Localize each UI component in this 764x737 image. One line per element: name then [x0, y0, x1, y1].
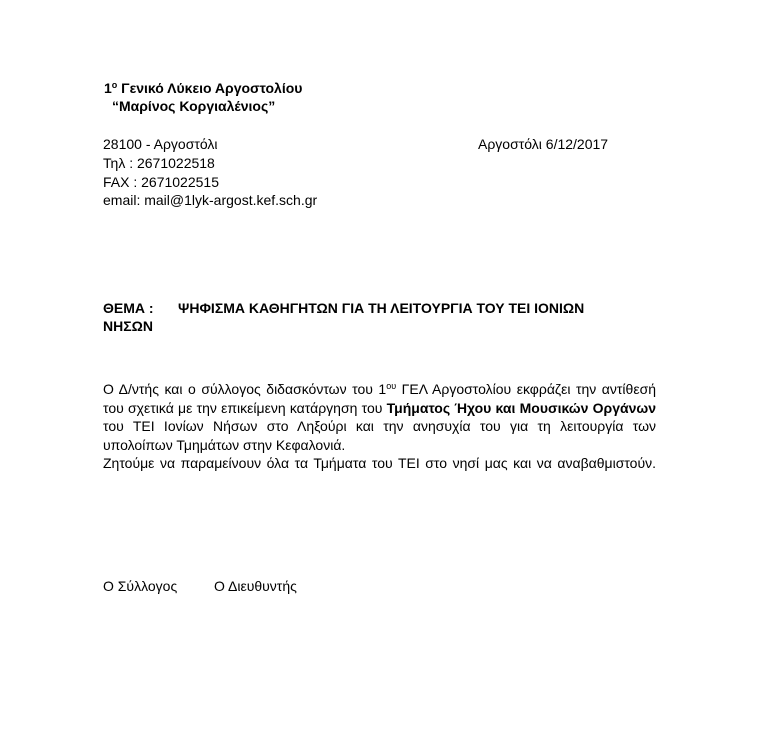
document-date: Αργοστόλι 6/12/2017 — [478, 136, 609, 152]
body-paragraph-1 — [103, 380, 656, 454]
body-paragraph-2: Ζητούμε να παραμείνουν όλα τα Τμήματα του ΤΕΙ στο νησί μας και να αναβαθμιστούν. — [103, 455, 656, 472]
school-subtitle: “Μαρίνος Κοργιαλένιος” — [112, 98, 276, 114]
school-name-text: Γενικό Λύκειο Αργοστολίου — [117, 80, 303, 96]
resolution-body — [103, 380, 656, 473]
body-text-part2: ΓΕΛ Αργοστολίου εκφράζει την αντίθεσή του σχετικά με την επικείμενη κατάργηση του — [103, 381, 656, 416]
subject-title-line2: ΝΗΣΩΝ — [103, 318, 153, 334]
school-name-superscript: ο — [111, 80, 118, 90]
subject-title-line1: ΨΗΦΙΣΜΑ ΚΑΘΗΓΗΤΩΝ ΓΙΑ ΤΗ ΛΕΙΤΟΥΡΓΙΑ ΤΟΥ ΤΕΙ ΙΟΝΙΩΝ — [178, 300, 585, 316]
signature-association: Ο Σύλλογος — [103, 578, 178, 594]
signature-director: Ο Διευθυντής — [214, 578, 297, 594]
phone-line: Τηλ : 2671022518 — [103, 155, 215, 171]
department-name: Τμήματος Ήχου και Μουσικών Οργάνων — [386, 399, 656, 416]
email-line: email: mail@1lyk-argost.kef.sch.gr — [103, 192, 318, 208]
address-line: 28100 - Αργοστόλι — [103, 136, 218, 152]
fax-line: FAX : 2671022515 — [103, 174, 219, 190]
school-name-number: 1 — [104, 80, 112, 96]
subject-label: ΘΕΜΑ : — [103, 300, 154, 316]
body-text-part1: Ο Δ/ντής και ο σύλλογος διδασκόντων του 1 — [103, 381, 387, 397]
body-superscript: ου — [386, 381, 397, 391]
school-name — [104, 80, 302, 96]
body-text-part3: του ΤΕΙ Ιονίων Νήσων στο Ληξούρι και την ανησυχία του για τη λειτουργία των υπολοίπων Τμημάτων στην Κεφαλονιά. — [103, 418, 656, 453]
